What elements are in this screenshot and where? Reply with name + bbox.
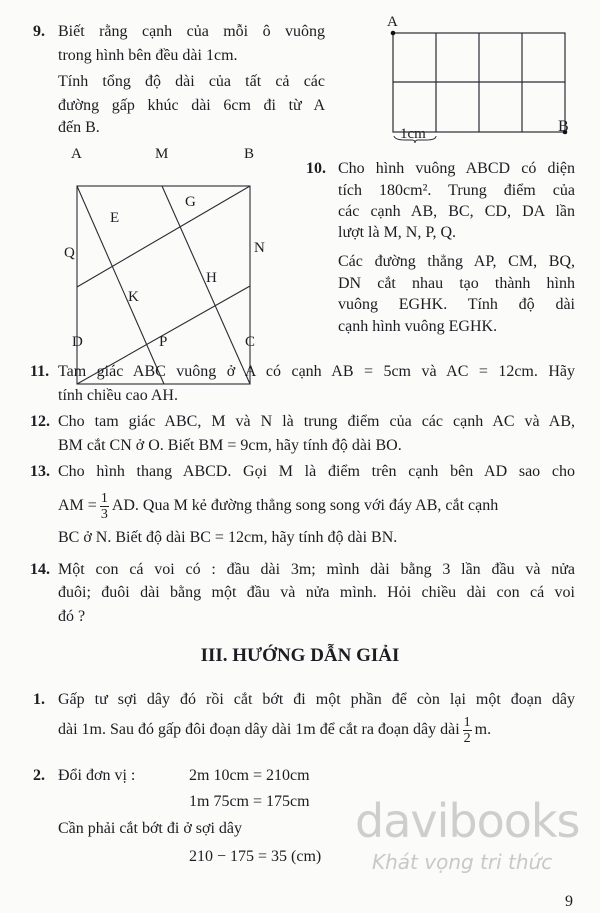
answer-2-text: Cần phải cắt bớt đi ở sợi dây [58, 820, 243, 837]
answer-1-number: 1. [33, 691, 45, 708]
answer-2-eq2: 1m 75cm = 175cm [189, 793, 310, 810]
problem-10-text: DN cắt nhau tạo thành hình [338, 275, 575, 292]
problem-13-text [58, 488, 575, 524]
label-g: G [185, 194, 196, 210]
label-n: N [254, 240, 265, 256]
problem-10-text: Cho hình vuông ABCD có diện [338, 160, 575, 177]
problem-10-number: 10. [306, 160, 326, 177]
label-b: B [244, 146, 255, 162]
problem-10-text: cạnh hình vuông EGHK. [338, 318, 498, 335]
page-number: 9 [565, 893, 573, 910]
problem-11-text: tính chiều cao AH. [58, 387, 178, 404]
answer-1-text: Gấp tư sợi dây đó rồi cắt bớt đi một phần để còn lại một đoạn dây [58, 691, 575, 708]
problem-9-text: Tính tổng độ dài của tất cả các [58, 73, 325, 90]
problem-9-text: Biết rằng cạnh của mỗi ô vuông [58, 23, 325, 40]
answer-2-number: 2. [33, 767, 45, 784]
fraction-denominator: 2 [463, 730, 471, 746]
answer-2-label: Đổi đơn vị : [58, 767, 136, 784]
label-e: E [110, 210, 120, 226]
problem-13-text: BC ở N. Biết độ dài BC = 12cm, hãy tính độ dài BN. [58, 529, 398, 546]
problem-11-text: Tam giác ABC vuông ở A có cạnh AB = 5cm và AC = 12cm. Hãy [58, 363, 575, 380]
grid-label-b: B [558, 118, 569, 135]
problem-13-number: 13. [30, 463, 50, 480]
fraction-denominator: 3 [100, 506, 108, 522]
problem-10-text: lượt là M, N, P, Q. [338, 224, 457, 241]
fraction-numerator: 1 [100, 490, 108, 506]
label-c: C [245, 334, 256, 350]
problem-11-number: 11. [30, 363, 50, 380]
label-a: A [71, 146, 82, 162]
section-heading: III. HƯỚNG DẪN GIẢI [200, 645, 400, 666]
label-p: P [159, 334, 168, 350]
problem-10-text: vuông EGHK. Tính độ dài [338, 296, 575, 313]
fraction-one-half [463, 715, 472, 746]
problem-9-number: 9. [33, 23, 45, 40]
problem-14-text: đó ? [58, 608, 86, 625]
answer-2-eq1: 2m 10cm = 210cm [189, 767, 310, 784]
grid-unit-label: 1cm [400, 126, 426, 142]
problem-14-text: đuôi; đuôi dài bằng một đầu và nửa mình. Hỏi chiều dài con cá voi [58, 584, 575, 601]
problem-12-text: Cho tam giác ABC, M và N là trung điểm của các cạnh AC và AB, [58, 413, 575, 430]
answer-1-text [58, 712, 491, 748]
problem-13-text-post: AD. Qua M kẻ đường thẳng song song với đáy AB, cắt cạnh [111, 497, 499, 514]
problem-9-text: trong hình bên đều dài 1cm. [58, 47, 238, 64]
problem-12-text: BM cắt CN ở O. Biết BM = 9cm, hãy tính độ dài BO. [58, 437, 402, 454]
label-q: Q [64, 245, 75, 261]
problem-9-text: đến B. [58, 119, 100, 136]
problem-13-text: Cho hình thang ABCD. Gọi M là điểm trên cạnh bên AD sao cho [58, 463, 575, 480]
problem-10-text: các cạnh AB, BC, CD, DA lần [338, 203, 575, 220]
problem-14-number: 14. [30, 561, 50, 578]
problem-13-text-pre: AM = [58, 497, 97, 514]
problem-10-text: Các đường thẳng AP, CM, BQ, [338, 253, 575, 270]
problem-12-number: 12. [30, 413, 50, 430]
label-h: H [206, 270, 217, 286]
problem-14-text: Một con cá voi có : đầu dài 3m; mình dài bằng 3 lần đầu và nửa [58, 561, 575, 578]
watermark-logo: davibooks [355, 794, 580, 848]
label-m: M [155, 146, 169, 162]
answer-1-text-post: m. [474, 721, 492, 738]
answer-1-text-pre: dài 1m. Sau đó gấp đôi đoạn dây dài 1m để cắt ra đoạn dây dài [58, 721, 460, 738]
label-d: D [72, 334, 83, 350]
label-k: K [128, 289, 139, 305]
watermark-slogan: Khát vọng tri thức [372, 850, 553, 874]
fraction-one-third [100, 491, 109, 522]
answer-2-eq3: 210 − 175 = 35 (cm) [189, 848, 322, 865]
fraction-numerator: 1 [463, 714, 471, 730]
problem-9-text: đường gấp khúc dài 6cm đi từ A [58, 97, 325, 114]
grid-label-a: A [387, 14, 398, 30]
problem-10-text: tích 180cm². Trung điểm của [338, 182, 575, 199]
